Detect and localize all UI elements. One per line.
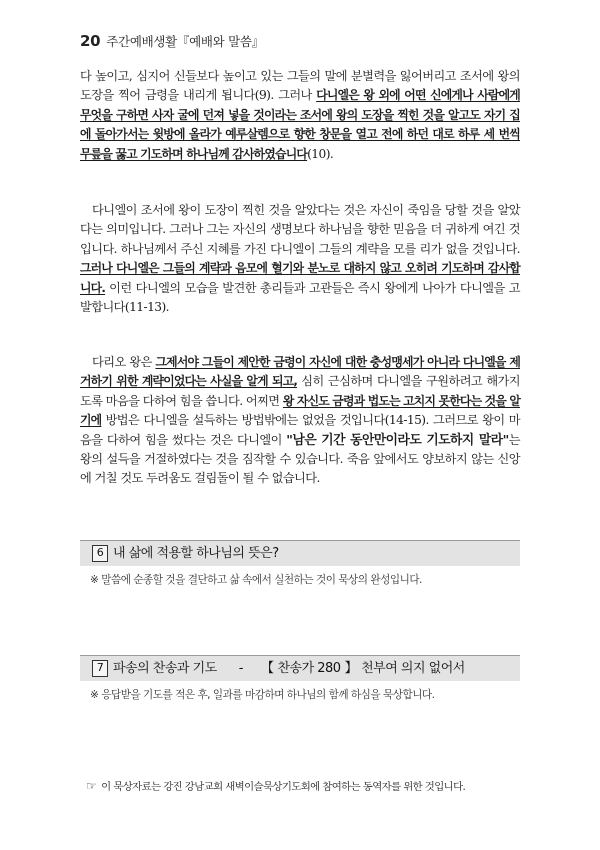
paragraph-1 bbox=[80, 67, 520, 164]
hymn-title: 천부여 의지 없어서 bbox=[361, 661, 465, 676]
paragraph-text: 방법은 다니엘을 설득하는 방법밖에는 없었을 것입니다(14-15). 그러므로 왕이 마음을 다하여 힘을 썼다는 것은 다니엘이 bbox=[80, 413, 520, 447]
section-7-dash: - bbox=[238, 661, 243, 676]
emphasis-text: 다니엘은 왕 외에 어떤 신에게나 사람에게 무엇을 구하면 사자 굴에 던져 넣을 것이라는 조서에 왕의 도장을 찍힌 것을 알고도 자기 집에 돌아가서는 윗방에 올라가 예루살렘으로 향한 창문을 열고 전에 하던 대로 하루 세 번씩 무릎을 꿇고 기도하며 하나님께 감사하였습니다 bbox=[80, 88, 520, 161]
emphasis-text: 그러나 다니엘은 그들의 계략과 음모에 혈기와 분노로 대하지 않고 오히려 기도하며 감사합니다. bbox=[80, 261, 520, 295]
section-6-note: ※ 말씀에 순종할 것을 결단하고 삶 속에서 실천하는 것이 묵상의 완성입니다. bbox=[90, 574, 422, 586]
page-header bbox=[80, 32, 264, 50]
bracket-open: 【 bbox=[260, 661, 274, 676]
emphasis-text: 그제서야 그들이 제안한 금령이 자신에 대한 충성맹세가 아니라 다니엘을 제거하기 위한 계략이었다는 사실을 알게 되고, bbox=[80, 355, 521, 389]
bracket-close: 】 bbox=[344, 661, 358, 676]
pointing-hand-icon: ☞ bbox=[86, 779, 97, 793]
paragraph-text: (10). bbox=[307, 146, 334, 161]
section-number-box: 7 bbox=[92, 660, 108, 677]
paragraph-text: 다리오 왕은 bbox=[92, 355, 156, 369]
paragraph-text: 이런 다니엘의 모습을 발견한 총리들과 고관들은 즉시 왕에게 나아가 다니엘을 고발합니다(11-13). bbox=[80, 280, 520, 315]
paragraph-3 bbox=[80, 353, 520, 489]
section-7-title: 파송의 찬송과 기도 bbox=[113, 661, 217, 676]
section-6-title: 내 삶에 적용할 하나님의 뜻은? bbox=[113, 546, 279, 561]
page-footer bbox=[86, 778, 526, 793]
paragraph-text: 다 높이고, 심지어 신들보다 높이고 있는 그들의 말에 분별력을 잃어버리고 조서에 왕의 도장을 찍어 금령을 내리게 됩니다(9). 그러나 bbox=[80, 69, 520, 103]
page-number: 20 bbox=[80, 32, 101, 50]
header-title: 주간예배생활『예배와 말씀』 bbox=[106, 34, 264, 49]
paragraph-2 bbox=[80, 201, 520, 317]
section-6-heading bbox=[80, 540, 520, 566]
quote-text: "남은 기간 동안만이라도 기도하지 말라" bbox=[286, 432, 509, 448]
footer-text: 이 묵상자료는 강진 강남교회 새벽이슬묵상기도회에 참여하는 동역자를 위한 것입니다. bbox=[101, 781, 466, 793]
paragraph-text: 는 왕의 설득을 거절하였다는 것을 짐작할 수 있습니다. 죽음 앞에서도 양보하지 않는 신앙에 거칠 것도 두려움도 걸림돌이 될 수 없습니다. bbox=[80, 432, 520, 486]
section-number-box: 6 bbox=[92, 545, 108, 562]
paragraph-text: 다니엘이 조서에 왕이 도장이 찍힌 것을 알았다는 것은 자신이 죽임을 당할 것을 알았다는 의미입니다. 그러나 그는 자신의 생명보다 하나님을 향한 믿음을 더 귀하게 여긴 것입니다. 하나님께서 주신 지혜를 가진 다니엘이 그들의 계략을 모를 리가 없을 것입니다. bbox=[80, 203, 520, 256]
paragraph-text: 심히 근심하며 다니엘을 구원하려고 해가지도록 마음을 다하여 힘을 씁니다. 어찌면 bbox=[80, 374, 520, 408]
section-7-note: ※ 응답받을 기도를 적은 후, 일과를 마감하며 하나님의 함께 하심을 묵상합니다. bbox=[90, 689, 435, 701]
section-7-heading bbox=[80, 655, 520, 681]
emphasis-text: 왕 자신도 금령과 법도는 고치지 못한다는 것을 알기에 bbox=[80, 393, 521, 428]
hymn-number: 찬송가 280 bbox=[277, 661, 341, 676]
